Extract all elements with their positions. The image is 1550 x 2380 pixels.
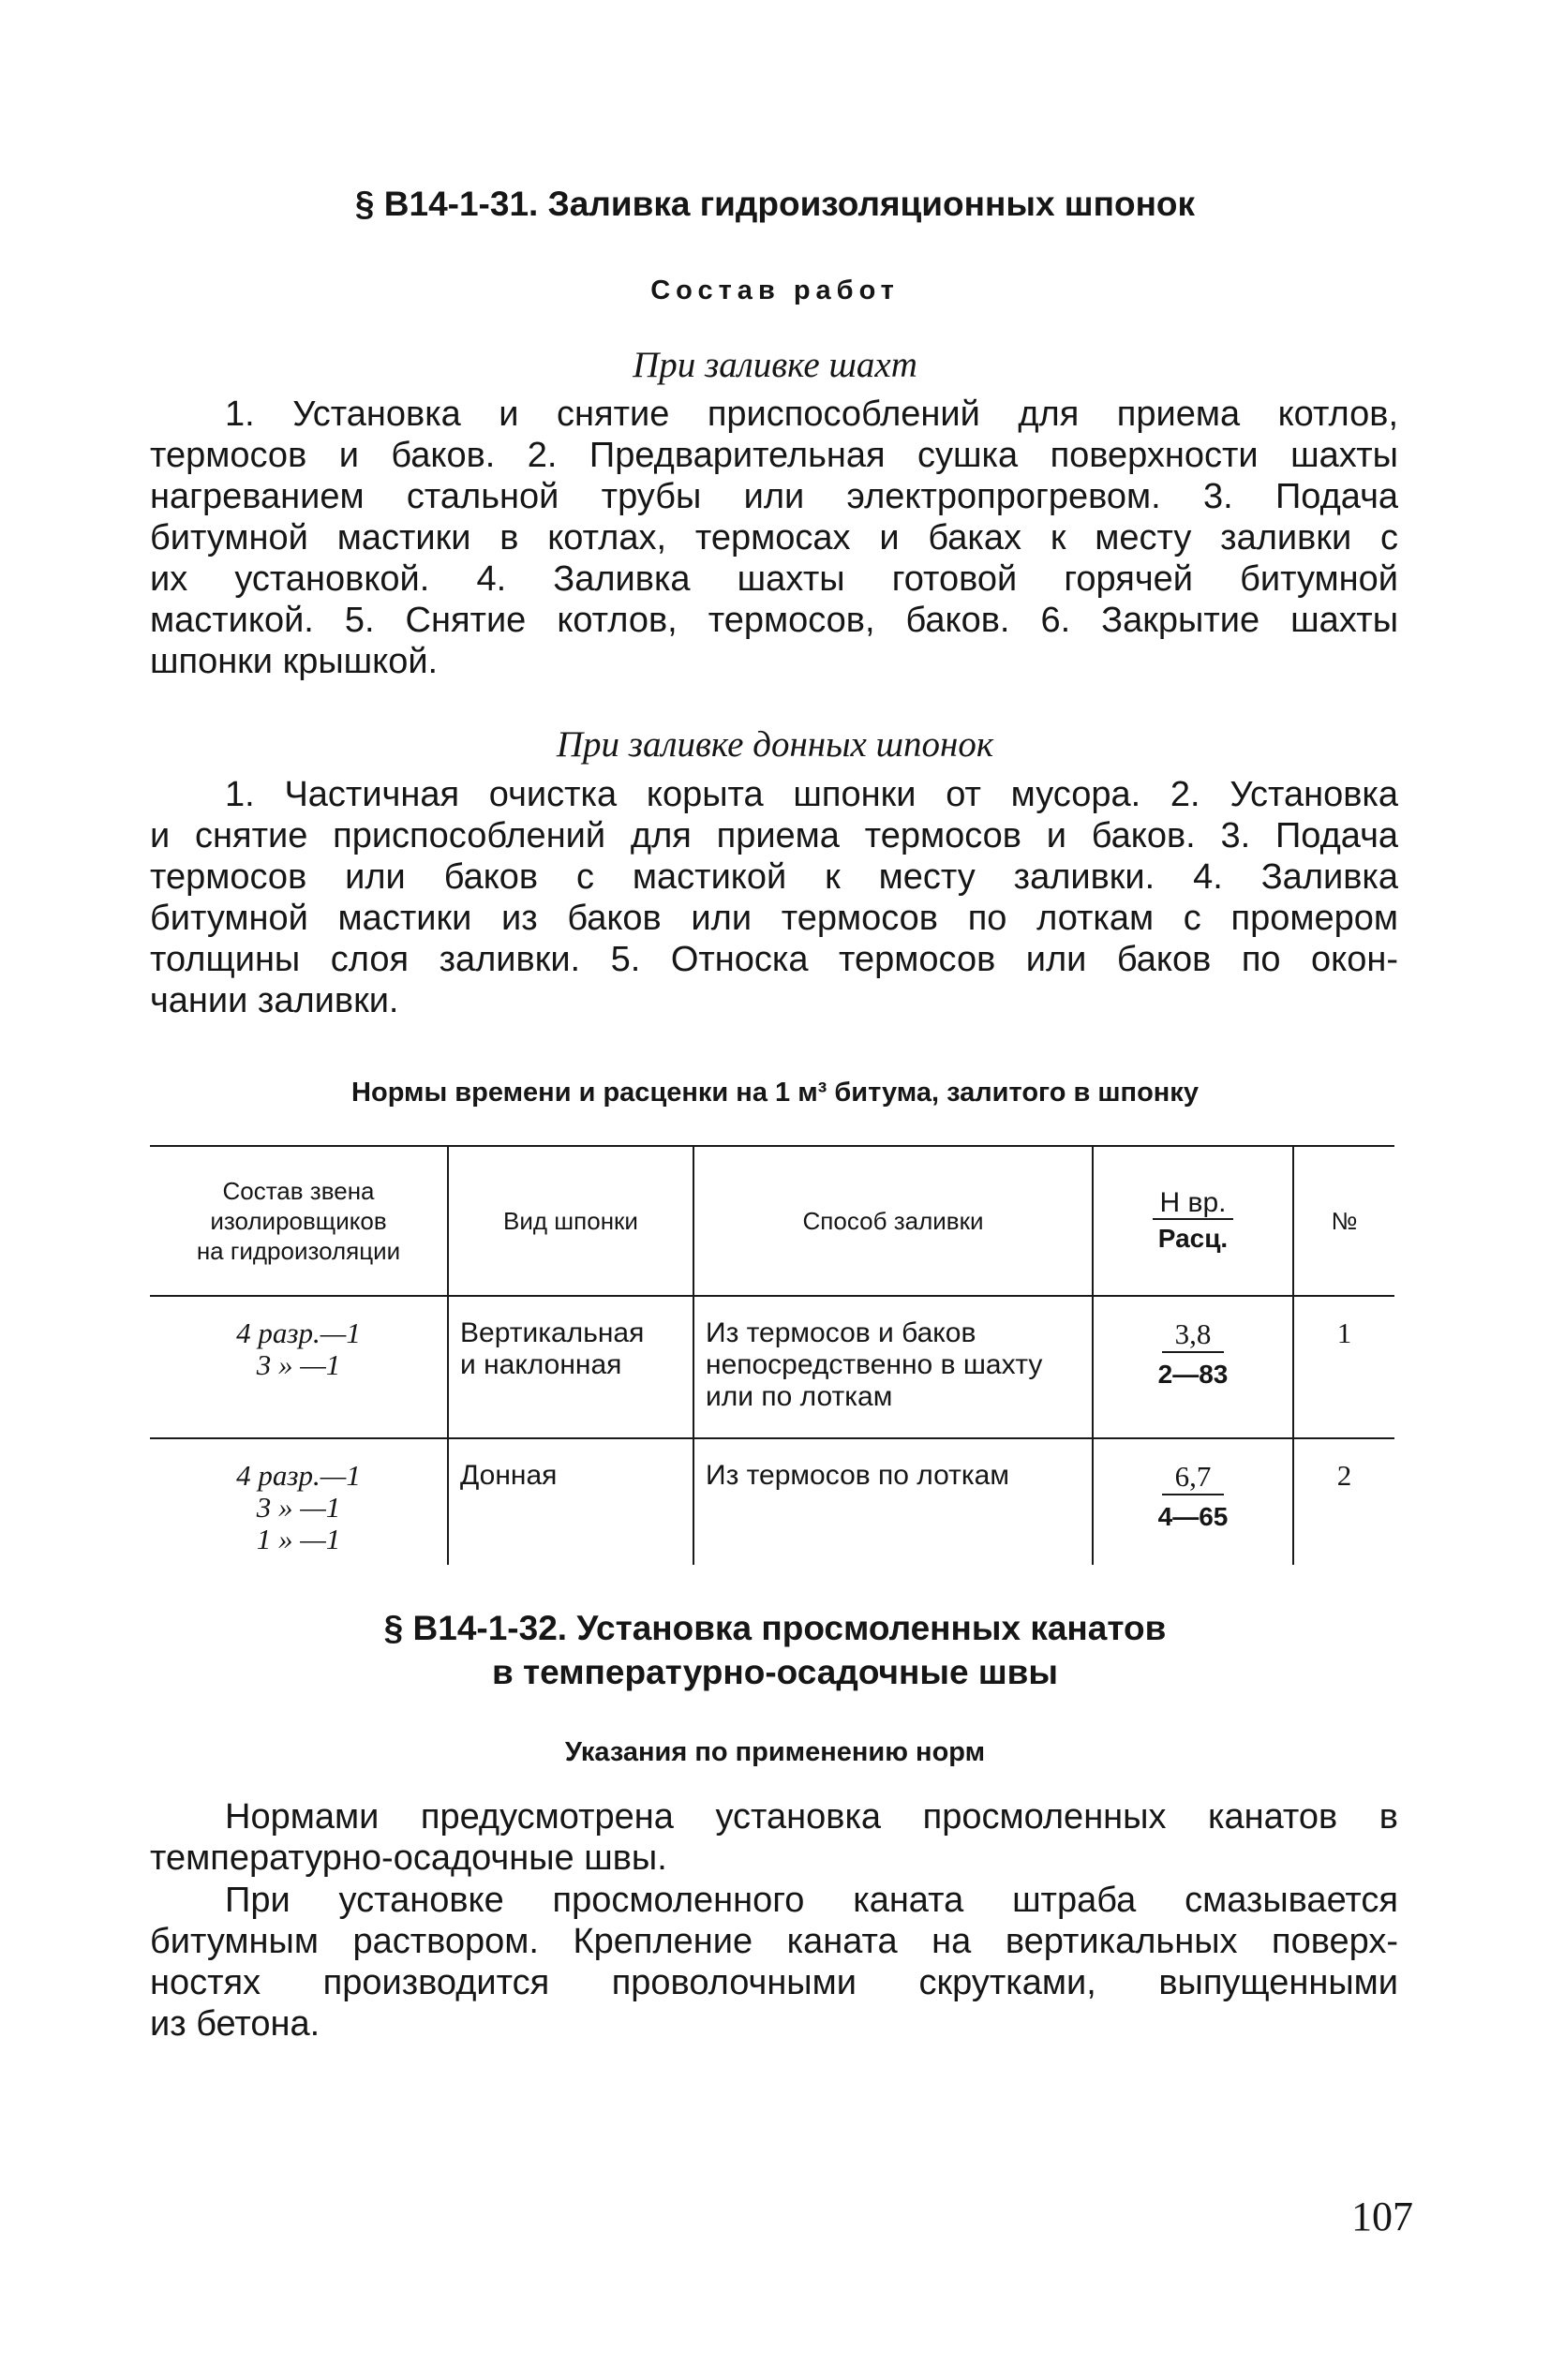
- text-line: нагреванием стальной трубы или электропрогревом. 3. Подача: [150, 477, 1398, 516]
- section-title: § В14-1-31. Заливка гидроизоляционных шпонок: [354, 185, 1196, 223]
- header-norm-bottom: Расц.: [1157, 1224, 1229, 1253]
- header-norm-top: Н вр.: [1153, 1188, 1234, 1220]
- table-title: Нормы времени и расценки на 1 м³ битума, залитого в шпонку: [351, 1078, 1199, 1108]
- section-subheading-2: Указания по применению норм: [564, 1737, 986, 1767]
- text-line: толщины слоя заливки. 5. Относка термосов или баков по окон-: [150, 940, 1398, 979]
- header-number: №: [1293, 1146, 1394, 1296]
- text-line: Нормами предусмотрена установка просмоленных канатов в: [225, 1797, 1398, 1837]
- cell-method: [693, 1296, 1093, 1438]
- rate-value: 4—65: [1157, 1502, 1229, 1531]
- cell-norm: [1093, 1296, 1293, 1438]
- norms-table: [150, 1145, 1394, 1565]
- rate-value: 2—83: [1157, 1360, 1229, 1389]
- header-line: Состав звена: [222, 1177, 375, 1205]
- text-line: температурно-осадочные швы.: [150, 1838, 667, 1878]
- text-line: и снятие приспособлений для приема термосов и баков. 3. Подача: [150, 816, 1398, 855]
- table-row: [150, 1438, 1394, 1565]
- section-title-2-line1: § В14-1-32. Установка просмоленных канатов: [383, 1609, 1167, 1647]
- type-line: Вертикальная: [460, 1317, 645, 1348]
- cell-norm: [1093, 1438, 1293, 1565]
- header-line: на гидроизоляции: [196, 1237, 401, 1265]
- type-line: Донная: [460, 1460, 558, 1491]
- header-type: Вид шпонки: [448, 1146, 693, 1296]
- composition-line: 3 » —1: [256, 1348, 341, 1381]
- table-header-row: [150, 1146, 1394, 1296]
- text-line: битумной мастики из баков или термосов по лоткам с промером: [150, 899, 1398, 938]
- text-line: битумным раствором. Крепление каната на вертикальных поверх-: [150, 1922, 1398, 1961]
- norm-value: 6,7: [1162, 1460, 1225, 1495]
- text-line: термосов или баков с мастикой к месту заливки. 4. Заливка: [150, 857, 1398, 897]
- text-line: мастикой. 5. Снятие котлов, термосов, баков. 6. Закрытие шахты: [150, 601, 1398, 640]
- text-line: из бетона.: [150, 2004, 320, 2044]
- cell-type: [448, 1438, 693, 1565]
- paragraph-bottom-keys: [150, 774, 1398, 1021]
- composition-line: 4 разр.—1: [236, 1459, 361, 1492]
- cell-composition: [150, 1296, 448, 1438]
- composition-line: 3 » —1: [256, 1491, 341, 1524]
- cell-number: 2: [1293, 1438, 1394, 1565]
- header-composition: [150, 1146, 448, 1296]
- method-line: Из термосов по лоткам: [706, 1460, 1009, 1491]
- section-title-2-line2: в температурно-осадочные швы: [491, 1653, 1059, 1691]
- text-line: термосов и баков. 2. Предварительная сушка поверхности шахты: [150, 436, 1398, 475]
- paragraph-shafts: [150, 394, 1398, 682]
- table-row: [150, 1296, 1394, 1438]
- text-line: их установкой. 4. Заливка шахты готовой горячей битумной: [150, 559, 1398, 599]
- page-number: 107: [1351, 2194, 1413, 2239]
- paragraph-norms-1: [150, 1796, 1398, 1879]
- method-line: непосредственно в шахту: [706, 1349, 1043, 1380]
- header-line: изолировщиков: [210, 1207, 387, 1235]
- text-line: При установке просмоленного каната штраба смазывается: [225, 1881, 1398, 1920]
- cell-composition: [150, 1438, 448, 1565]
- method-line: или по лоткам: [706, 1381, 893, 1412]
- block-title-shafts: При заливке шахт: [633, 345, 917, 385]
- paragraph-norms-2: [150, 1880, 1398, 2045]
- method-line: Из термосов и баков: [706, 1317, 976, 1348]
- text-line: шпонки крышкой.: [150, 642, 439, 681]
- norm-value: 3,8: [1162, 1317, 1225, 1353]
- text-line: чании заливки.: [150, 981, 399, 1020]
- type-line: и наклонная: [460, 1349, 622, 1380]
- cell-number: 1: [1293, 1296, 1394, 1438]
- text-line: ностях производится проволочными скрутками, выпущенными: [150, 1963, 1398, 2002]
- text-line: битумной мастики в котлах, термосах и баках к месту заливки с: [150, 518, 1398, 558]
- header-norm-fraction: [1153, 1188, 1234, 1254]
- cell-type: [448, 1296, 693, 1438]
- block-title-bottom-keys: При заливке донных шпонок: [556, 724, 994, 765]
- cell-method: [693, 1438, 1093, 1565]
- composition-line: 1 » —1: [256, 1523, 341, 1555]
- text-line: 1. Установка и снятие приспособлений для приема котлов,: [225, 394, 1398, 434]
- section-subheading: Состав работ: [650, 275, 900, 305]
- text-line: 1. Частичная очистка корыта шпонки от мусора. 2. Установка: [225, 775, 1398, 814]
- header-norm: [1093, 1146, 1293, 1296]
- header-method: Способ заливки: [693, 1146, 1093, 1296]
- composition-line: 4 разр.—1: [236, 1316, 361, 1349]
